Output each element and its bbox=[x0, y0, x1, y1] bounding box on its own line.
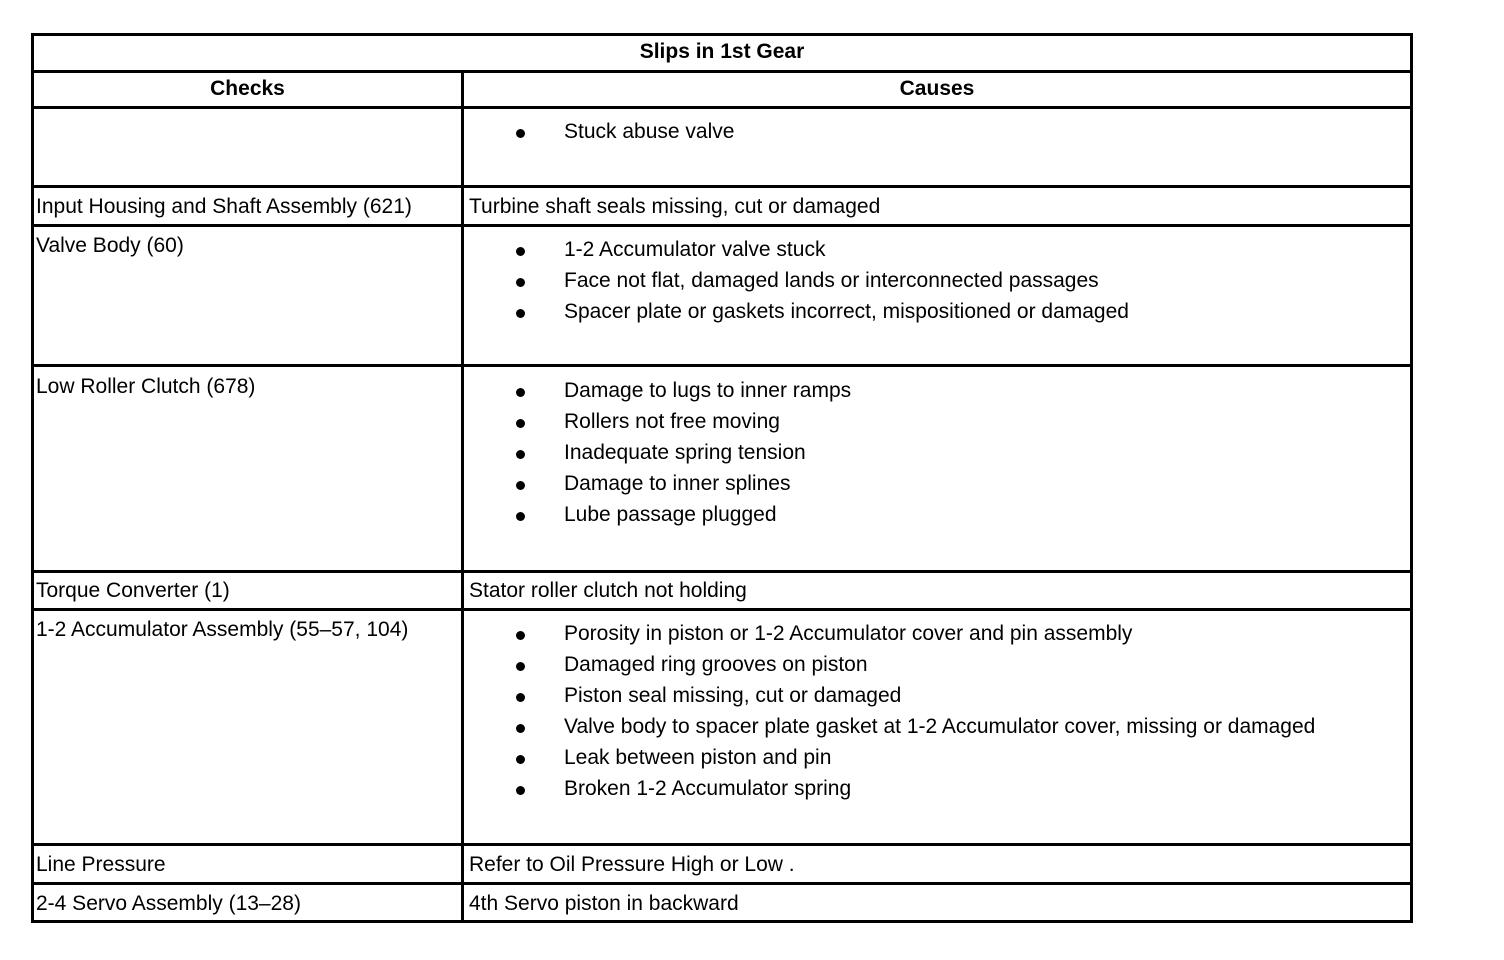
table-border bbox=[31, 920, 1413, 923]
bullet-icon bbox=[516, 419, 525, 428]
diagnostic-table: Slips in 1st Gear Checks Causes Stuck abuse valve Input Housing and Shaft Assembly (621) Turbine shaft seals missing, cut or damaged Valve Body (60) 1-2 Accumulator valve stuck Face not flat, damaged lands or interconnected passages Spacer plate or gaskets incorrect, mispositioned or damaged Low Roller Clutch (678) Damage to lugs to inner ramps Rollers not free moving Inadequate spring tension Damage to inner splines Lube passage plugged Torque Converter (1) Stator roller clutch not holding 1-2 Accumulator Assembly (55–57, 104) Porosity in piston or 1-2 Accumulator cover and pin assembly Damaged ring grooves on piston Piston seal missing, cut or damaged Valve body to spacer plate gasket at 1-2 Accumulator cover, missing or damaged Leak between piston and pin Broken 1-2 Accumulator spring Line Pressure Refer to Oil Pressure High or Low . 2-4 Servo Assembly (13–28) 4th Servo piston in backward bbox=[0, 0, 1504, 960]
bullet-icon bbox=[516, 631, 525, 640]
check-cell: Line Pressure bbox=[36, 853, 166, 876]
table-border bbox=[31, 570, 1413, 573]
check-cell: 2-4 Servo Assembly (13–28) bbox=[36, 892, 301, 915]
bullet-icon bbox=[516, 786, 525, 795]
causes-header: Causes bbox=[899, 77, 975, 100]
table-border bbox=[31, 882, 1413, 885]
bullet-icon bbox=[516, 693, 525, 702]
bullet-icon bbox=[516, 278, 525, 287]
bullet-icon bbox=[516, 129, 525, 138]
check-cell: 1-2 Accumulator Assembly (55–57, 104) bbox=[36, 618, 409, 641]
table-border bbox=[31, 364, 1413, 367]
bullet-icon bbox=[516, 512, 525, 521]
bullet-icon bbox=[516, 481, 525, 490]
table-border bbox=[31, 33, 34, 923]
table-border bbox=[31, 33, 1413, 36]
table-border bbox=[31, 608, 1413, 611]
check-cell: Input Housing and Shaft Assembly (621) bbox=[36, 195, 412, 218]
check-cell: Torque Converter (1) bbox=[36, 579, 230, 602]
table-border bbox=[1410, 33, 1413, 923]
bullet-icon bbox=[516, 662, 525, 671]
table-border bbox=[31, 106, 1413, 109]
column-divider bbox=[461, 70, 464, 923]
cause-cell: Refer to Oil Pressure High or Low . bbox=[469, 853, 795, 876]
bullet-icon bbox=[516, 388, 525, 397]
table-border bbox=[31, 224, 1413, 227]
check-cell: Valve Body (60) bbox=[36, 234, 184, 257]
cause-cell: 4th Servo piston in backward bbox=[469, 892, 739, 915]
bullet-icon bbox=[516, 450, 525, 459]
bullet-icon bbox=[516, 247, 525, 256]
bullet-icon bbox=[516, 724, 525, 733]
bullet-icon bbox=[516, 755, 525, 764]
bullet-icon bbox=[516, 309, 525, 318]
checks-header: Checks bbox=[210, 77, 285, 100]
check-cell: Low Roller Clutch (678) bbox=[36, 375, 256, 398]
cause-cell: Turbine shaft seals missing, cut or damaged bbox=[469, 195, 881, 218]
cause-cell: Stator roller clutch not holding bbox=[469, 579, 747, 602]
table-title: Slips in 1st Gear bbox=[639, 40, 805, 63]
table-border bbox=[31, 843, 1413, 846]
table-border bbox=[31, 185, 1413, 188]
table-border bbox=[31, 70, 1413, 73]
